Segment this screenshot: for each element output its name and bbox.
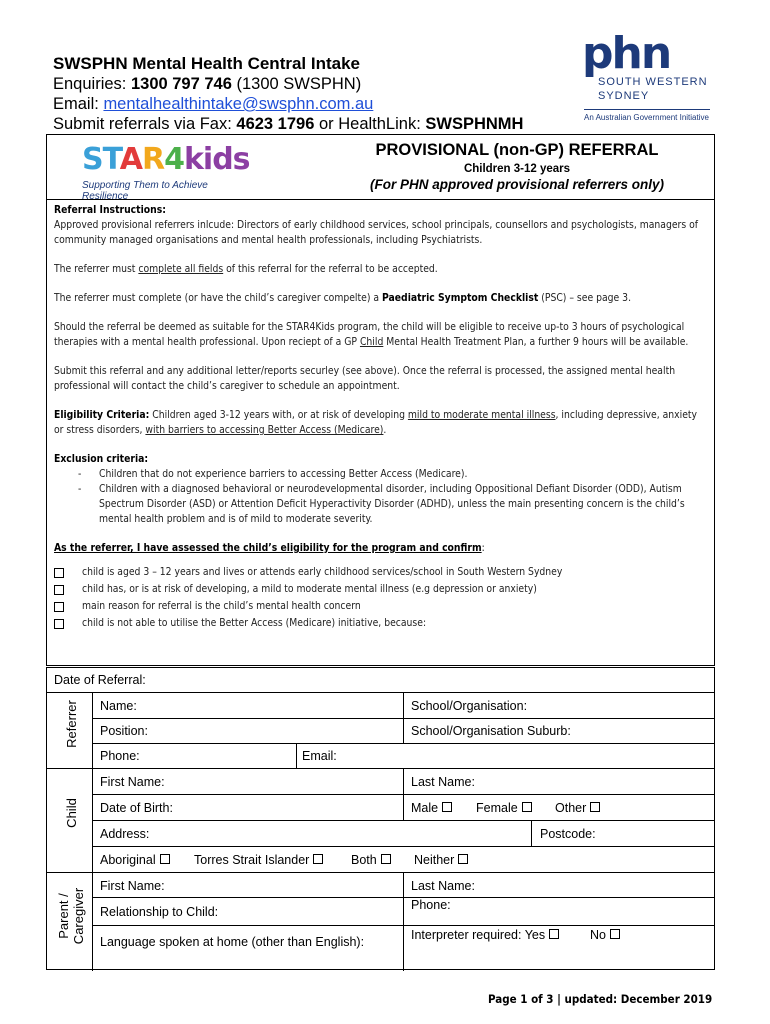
p3-bold: Paediatric Symptom Checklist — [382, 292, 539, 304]
child-dob-field[interactable]: Date of Birth: — [100, 801, 173, 815]
enquiries-line — [53, 74, 523, 94]
enquiries-number: 1300 797 746 — [130, 75, 232, 93]
phn-logo-line2: SYDNEY — [598, 90, 650, 102]
phn-logo-line1: SOUTH WESTERN — [598, 76, 708, 88]
instructions-heading: Referral Instructions: — [54, 204, 166, 216]
eligibility-check-4[interactable] — [54, 616, 709, 631]
check-label: child is aged 3 – 12 years and lives or attends early childhood services/school in South Western Sydney — [82, 566, 563, 578]
logo-letters-5: kids — [183, 142, 250, 177]
instructions-text — [54, 203, 709, 633]
child-address-field[interactable]: Address: — [100, 827, 150, 841]
checkbox[interactable] — [442, 802, 452, 812]
female-label: Female — [476, 801, 518, 815]
phn-logo-word: phn — [582, 28, 671, 79]
neither-option[interactable] — [414, 853, 468, 867]
logo-letters-1: ST — [82, 142, 120, 177]
check-label: main reason for referral is the child’s mental health concern — [82, 600, 361, 612]
email-label: Email: — [53, 95, 104, 113]
phn-logo — [582, 28, 712, 128]
p4-text-b: Mental Health Treatment Plan, a further 9 hours will be available. — [383, 336, 689, 348]
col-divider — [403, 872, 404, 971]
logo-letters-2: A — [119, 142, 142, 177]
confirm-colon: : — [481, 542, 485, 554]
instructions-p4 — [54, 320, 709, 350]
col-divider — [531, 820, 532, 846]
school-suburb-field[interactable]: School/Organisation Suburb: — [411, 724, 571, 738]
col-divider — [403, 768, 404, 820]
page-title: SWSPHN Mental Health Central Intake — [53, 54, 361, 73]
male-label: Male — [411, 801, 439, 815]
eligibility-label: Eligibility Criteria: — [54, 409, 150, 421]
row-divider — [47, 692, 714, 693]
title-divider — [47, 199, 714, 200]
date-of-referral-field[interactable]: Date of Referral: — [54, 673, 146, 687]
referrer-phone-field[interactable]: Phone: — [100, 749, 140, 763]
parent-phone-field[interactable]: Phone: — [411, 898, 451, 912]
checkbox[interactable] — [54, 568, 64, 578]
fax-number: 4623 1796 — [236, 115, 315, 133]
parent-first-name-field[interactable]: First Name: — [100, 879, 165, 893]
elig-text-a: Children aged 3-12 years with, or at risk of developing — [149, 409, 408, 421]
checkbox[interactable] — [54, 585, 64, 595]
instructions-box — [46, 134, 715, 666]
no-label: No — [590, 928, 606, 942]
checkbox[interactable] — [160, 854, 170, 864]
confirm-heading — [54, 541, 709, 556]
referrer-email-field[interactable]: Email: — [302, 749, 337, 763]
eligibility-check-3[interactable] — [54, 599, 709, 614]
parent-label-line2: Caregiver — [71, 887, 86, 945]
torres-label: Torres Strait Islander — [194, 853, 310, 867]
healthlink-label: or HealthLink: — [314, 115, 426, 133]
logo-letters-4: 4 — [164, 142, 184, 177]
p2-text-a: The referrer must — [54, 263, 139, 275]
school-organisation-field[interactable]: School/Organisation: — [411, 699, 528, 713]
email-link[interactable]: mentalhealthintake@swsphn.com.au — [103, 95, 374, 113]
interpreter-label: Interpreter required: Yes — [411, 928, 546, 942]
row-divider — [92, 743, 714, 744]
p4-text-a: Should the referral be deemed as suitable for the STAR4Kids program, the child will be eligible to receive up-to 3 hours of psychological therapies with a mental health professional. Upon reciept of a GP — [54, 321, 685, 348]
star4kids-wordmark — [82, 142, 250, 177]
checkbox[interactable] — [549, 929, 559, 939]
parent-label-line1: Parent / — [56, 893, 71, 939]
exclusion-item: - Children with a diagnosed behavioral or neurodevelopmental disorder, including Oppositional Defiant Disorder (ODD), Autism Spectrum Disorder (ASD) or Attention Deficit Hyperactivity Disorder (ADHD), unless the main presenting concern is the child’s mental health problem and is of mild to moderate severity. — [54, 482, 709, 527]
p4-underline: Child — [359, 336, 384, 348]
confirm-label: As the referrer, I have assessed the child’s eligibility for the program and confirm — [54, 542, 482, 554]
checkbox[interactable] — [610, 929, 620, 939]
p2-text-b: of this referral for the referral to be accepted. — [223, 263, 438, 275]
relationship-field[interactable]: Relationship to Child: — [100, 905, 219, 919]
form-title: PROVISIONAL (non-GP) REFERRAL — [375, 141, 659, 159]
interpreter-no-option[interactable] — [590, 928, 620, 942]
checkbox[interactable] — [54, 602, 64, 612]
phn-logo-divider — [584, 109, 710, 110]
row-divider — [92, 846, 714, 847]
logo-letters-3: R — [141, 142, 165, 177]
page-footer: Page 1 of 3 | updated: December 2019 — [488, 992, 713, 1006]
gender-male-option[interactable] — [411, 801, 452, 815]
checkbox[interactable] — [313, 854, 323, 864]
parent-section-label — [56, 873, 86, 959]
section-divider — [92, 692, 93, 971]
referral-form-grid — [46, 667, 715, 970]
torres-strait-option[interactable] — [194, 853, 323, 867]
elig-text-b: , including depressive, anxiety or stress disorders, — [54, 409, 698, 436]
parent-last-name-field[interactable]: Last Name: — [411, 879, 475, 893]
exclusion-label: Exclusion criteria: — [54, 453, 149, 465]
checkbox[interactable] — [458, 854, 468, 864]
email-line — [53, 94, 523, 114]
checkbox[interactable] — [54, 619, 64, 629]
p3-text-a: The referrer must complete (or have the child’s caregiver compelte) a — [54, 292, 383, 304]
checkbox[interactable] — [590, 802, 600, 812]
eligibility-criteria — [54, 408, 709, 438]
neither-label: Neither — [414, 853, 455, 867]
star4kids-logo — [82, 140, 250, 202]
referrer-position-field[interactable]: Position: — [100, 724, 148, 738]
checkbox[interactable] — [522, 802, 532, 812]
check-label: child has, or is at risk of developing, a mild to moderate mental illness (e.g depression or anxiety) — [82, 583, 537, 595]
both-label: Both — [351, 853, 377, 867]
aboriginal-option[interactable] — [100, 853, 170, 867]
eligibility-check-2[interactable] — [54, 582, 709, 597]
star4kids-tagline: Supporting Them to Achieve Resilience — [82, 180, 208, 202]
header-block — [53, 54, 523, 134]
row-divider — [47, 872, 714, 873]
child-last-name-field[interactable]: Last Name: — [411, 775, 475, 789]
row-divider — [47, 768, 714, 769]
other-label: Other — [555, 801, 587, 815]
elig-underline-2: with barriers to accessing Better Access (Medicare) — [145, 424, 384, 436]
child-first-name-field[interactable]: First Name: — [100, 775, 165, 789]
p2-underline: complete all fields — [138, 263, 224, 275]
referrer-name-field[interactable]: Name: — [100, 699, 137, 713]
form-age-range: Children 3-12 years — [463, 163, 571, 175]
col-divider — [403, 692, 404, 743]
child-postcode-field[interactable]: Postcode: — [540, 827, 596, 841]
exclusion-list — [54, 467, 709, 527]
phn-logo-tagline: An Australian Government Initiative — [584, 113, 709, 122]
check-label: child is not able to utilise the Better Access (Medicare) initiative, because: — [82, 617, 427, 629]
enquiries-suffix: (1300 SWSPHN) — [231, 75, 362, 93]
checkbox[interactable] — [381, 854, 391, 864]
referrer-section-label: Referrer — [64, 700, 79, 748]
elig-underline-1: mild to moderate mental illness — [407, 409, 556, 421]
elig-text-c: . — [383, 424, 387, 436]
both-option[interactable] — [351, 853, 391, 867]
instructions-p1: Approved provisional referrers inlcude: Directors of early childhood services, school principals, counsellors and psychologists, managers of community managed organisations and mental health professionals, including Psychiatrists. — [54, 219, 699, 246]
instructions-p5: Submit this referral and any additional letter/reports securley (see above). Once the referral is processed, the assigned mental health professional will contact the child’s caregiver to schedule an appointment. — [54, 365, 676, 392]
healthlink-id: SWSPHNMH — [425, 115, 524, 133]
instructions-p3 — [54, 291, 709, 306]
form-title-block — [327, 141, 707, 192]
col-divider — [296, 743, 297, 768]
eligibility-check-1[interactable] — [54, 565, 709, 580]
instructions-p2 — [54, 262, 709, 277]
exclusion-item: - Children that do not experience barriers to accessing Better Access (Medicare). — [54, 467, 709, 482]
child-section-label: Child — [64, 798, 79, 828]
gender-other-option[interactable] — [555, 801, 600, 815]
row-divider — [92, 820, 714, 821]
p3-text-b: (PSC) – see page 3. — [538, 292, 632, 304]
aboriginal-label: Aboriginal — [100, 853, 156, 867]
enquiries-label: Enquiries: — [53, 75, 131, 93]
form-note: (For PHN approved provisional referrers only) — [369, 177, 665, 192]
interpreter-yes-option[interactable] — [411, 928, 559, 942]
fax-label: Submit referrals via Fax: — [53, 115, 237, 133]
language-field[interactable]: Language spoken at home (other than English): — [100, 935, 365, 949]
gender-female-option[interactable] — [476, 801, 532, 815]
fax-line — [53, 114, 523, 134]
